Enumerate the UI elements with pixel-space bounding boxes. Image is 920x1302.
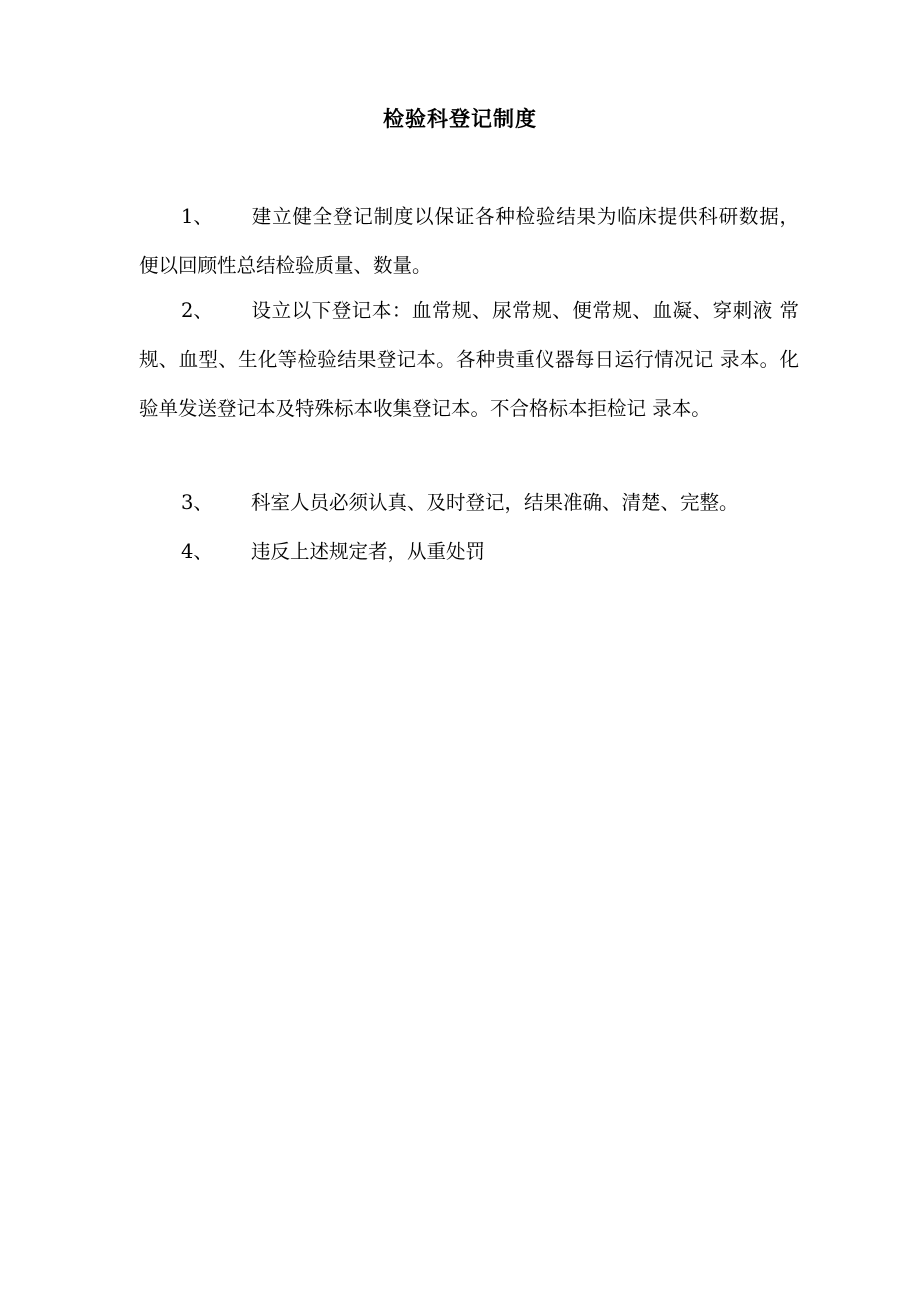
item-text: 违反上述规定者，从重处罚 xyxy=(251,540,486,563)
item-number: 2、 xyxy=(181,299,213,322)
item-number: 4、 xyxy=(181,540,213,563)
item-text: 科室人员必须认真、及时登记，结果准确、清楚、完整。 xyxy=(251,491,739,514)
regulation-item-3 xyxy=(139,478,799,527)
item-text: 设立以下登记本：血常规、尿常规、便常规、血凝、穿刺液 常规、血型、生化等检验结果登记本。各种贵重仪器每日运行情况记 录本。化验单发送登记本及特殊标本收集登记本。不合格标本拒检记 录本。 xyxy=(139,299,799,420)
document-title: 检验科登记制度 xyxy=(383,106,537,131)
regulation-item-1 xyxy=(139,192,799,290)
item-text: 建立健全登记制度以保证各种检验结果为临床提供科研数据， 便以回顾性总结检验质量、数量。 xyxy=(139,205,799,277)
item-number: 3、 xyxy=(181,491,213,514)
regulation-item-2 xyxy=(139,286,799,433)
item-number: 1、 xyxy=(181,205,213,228)
regulation-item-4 xyxy=(139,527,799,576)
